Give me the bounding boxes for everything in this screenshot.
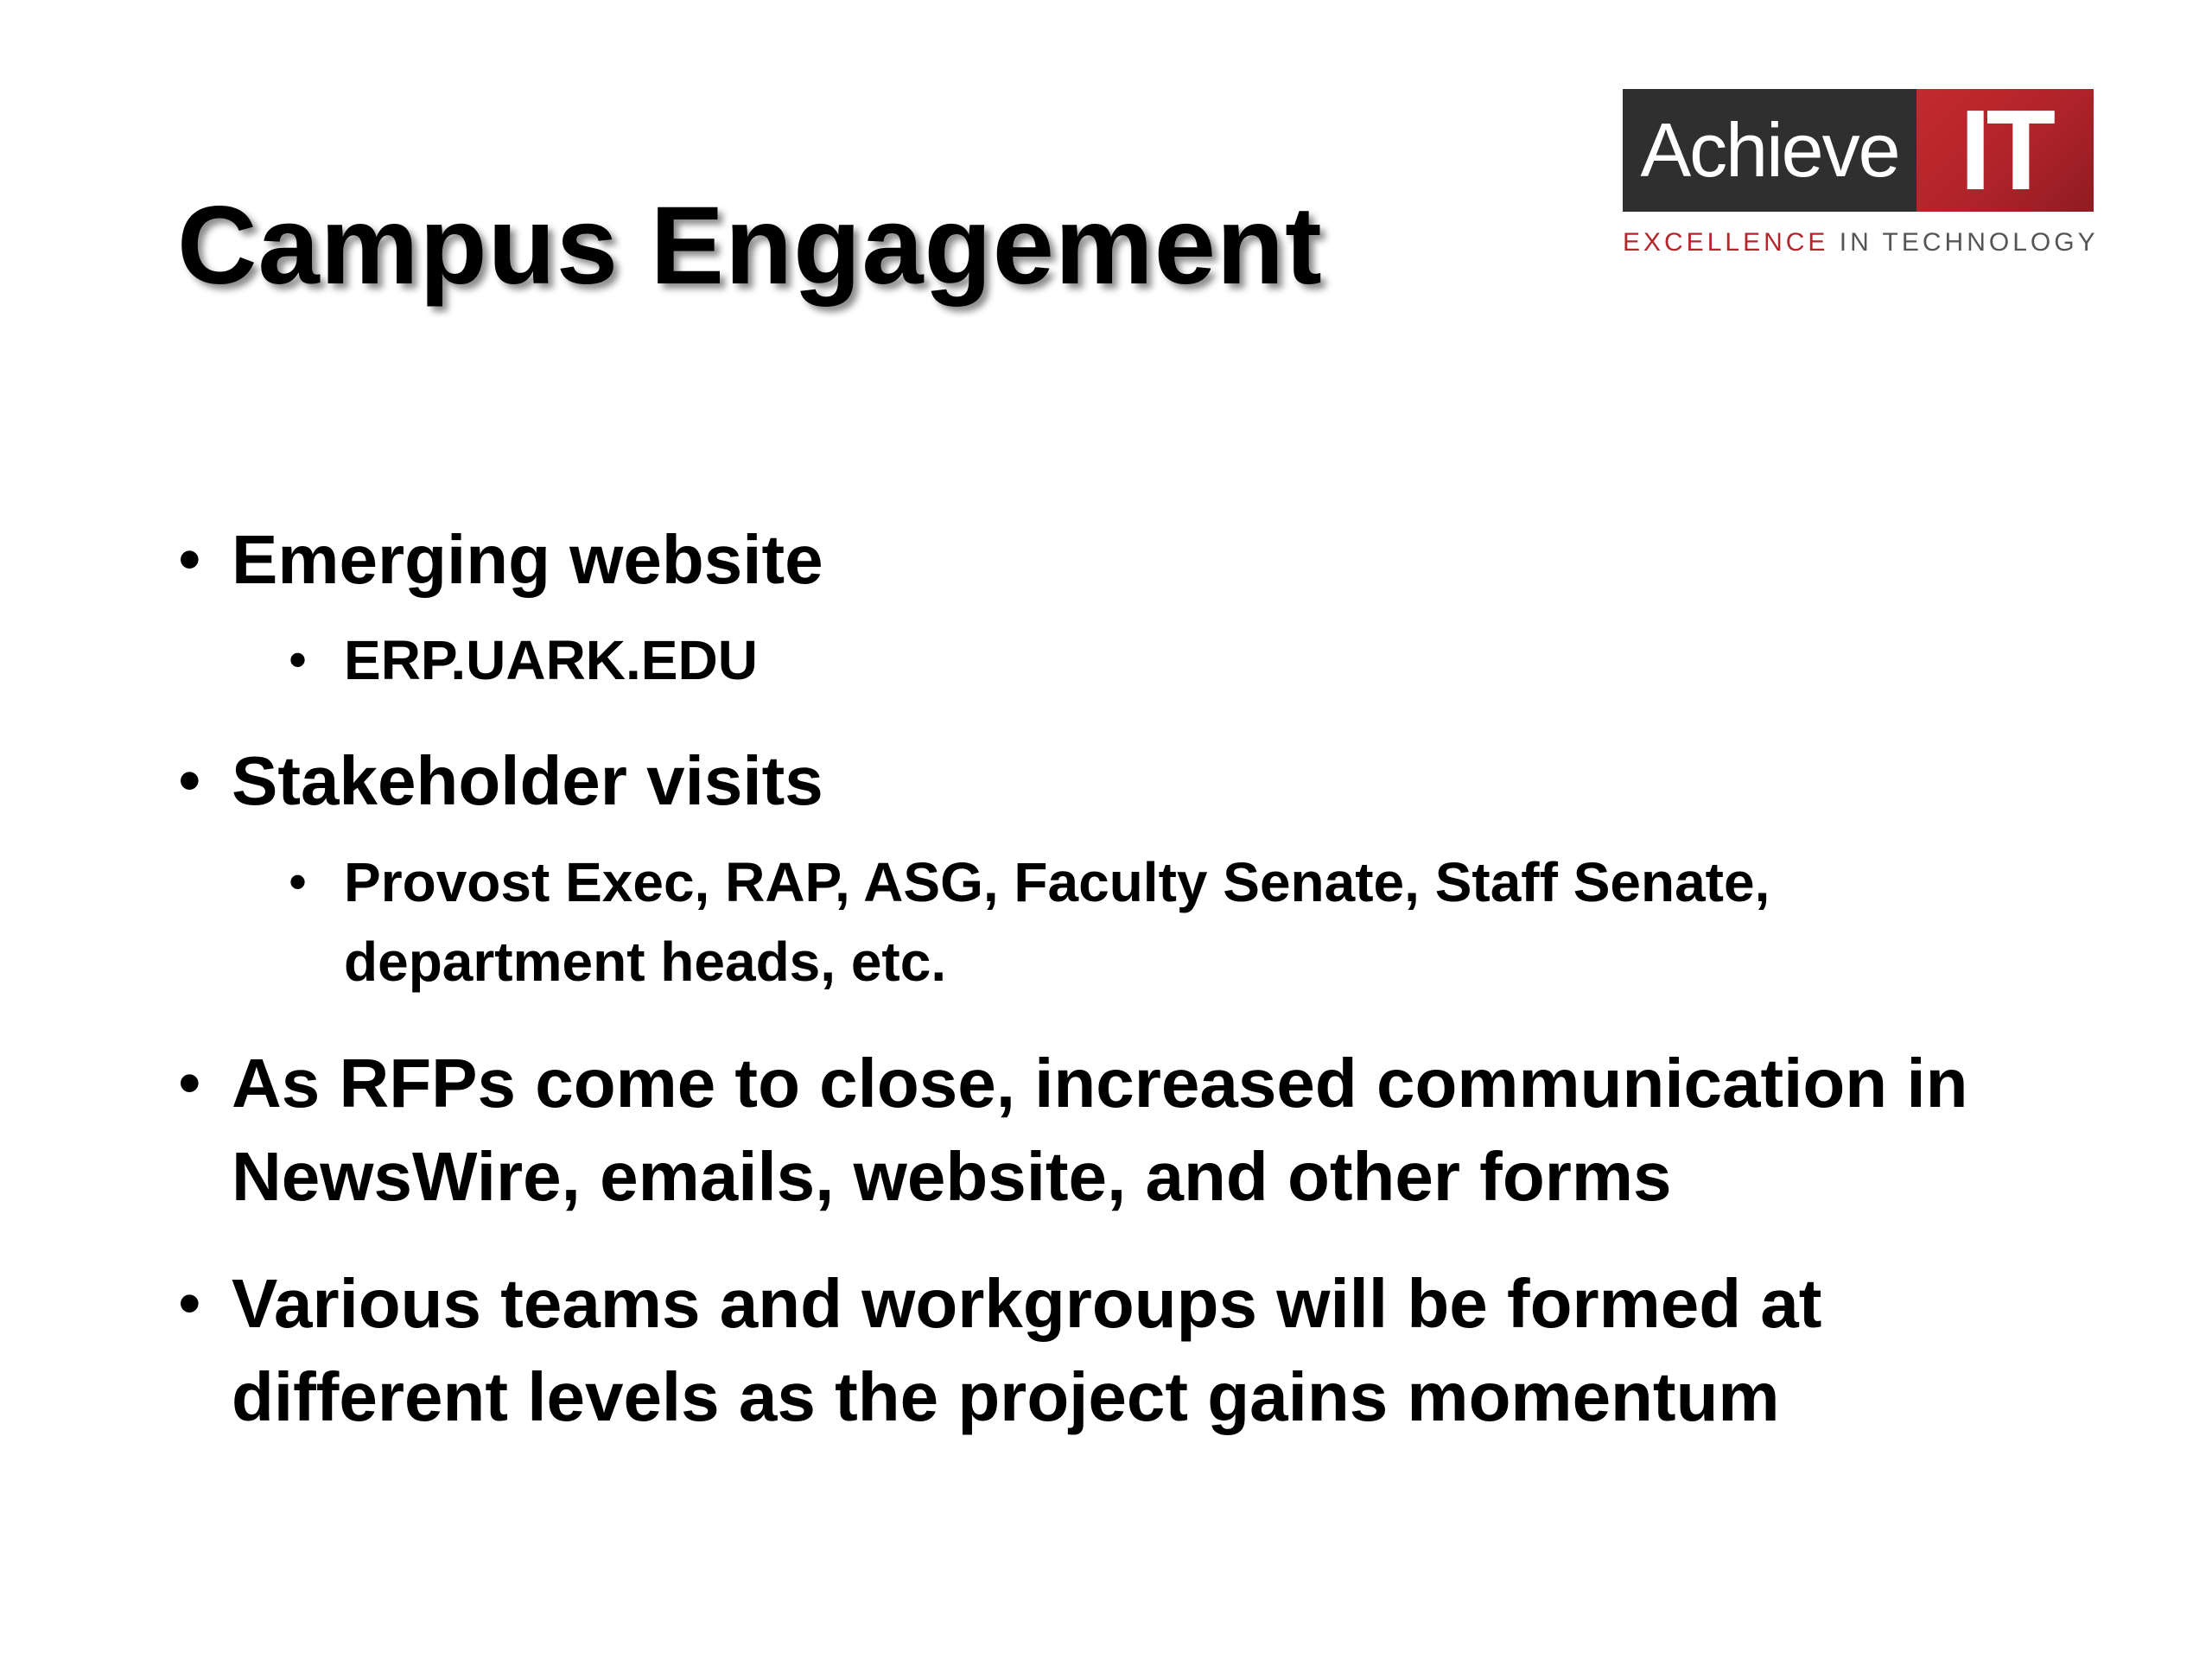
sub-bullet-item bbox=[289, 842, 1986, 1001]
logo-word: Achieve bbox=[1623, 89, 1916, 212]
logo-tagline-red: EXCELLENCE bbox=[1623, 228, 1829, 257]
bullet-item bbox=[178, 1257, 2029, 1444]
sub-bullet-text: Provost Exec, RAP, ASG, Faculty Senate, Staff Senate, department heads, etc. bbox=[344, 851, 1770, 993]
slide-title: Campus Engagement bbox=[177, 184, 1323, 308]
sub-bullet-text: ERP.UARK.EDU bbox=[344, 629, 758, 691]
logo-mark: IT bbox=[1916, 89, 2094, 212]
bullet-text: Stakeholder visits bbox=[232, 742, 823, 819]
bullet-text: Emerging website bbox=[232, 521, 823, 598]
bullet-item bbox=[178, 513, 2029, 607]
bullet-text: Various teams and workgroups will be formed at different levels as the project gains momentum bbox=[232, 1265, 1822, 1435]
bullet-item bbox=[178, 734, 2029, 828]
sub-bullet-item bbox=[289, 620, 1986, 700]
logo-tagline-grey: IN TECHNOLOGY bbox=[1828, 228, 2099, 257]
sub-bullet-dot-icon: • bbox=[289, 853, 308, 911]
sub-bullet-dot-icon: • bbox=[289, 631, 308, 689]
bullet-dot-icon: • bbox=[178, 1267, 201, 1340]
bullet-item bbox=[178, 1037, 2029, 1224]
bullet-dot-icon: • bbox=[178, 1046, 201, 1120]
bullet-dot-icon: • bbox=[178, 523, 201, 596]
bullet-dot-icon: • bbox=[178, 744, 201, 817]
bullet-text: As RFPs come to close, increased communication in NewsWire, emails, website, and other forms bbox=[232, 1045, 1968, 1215]
